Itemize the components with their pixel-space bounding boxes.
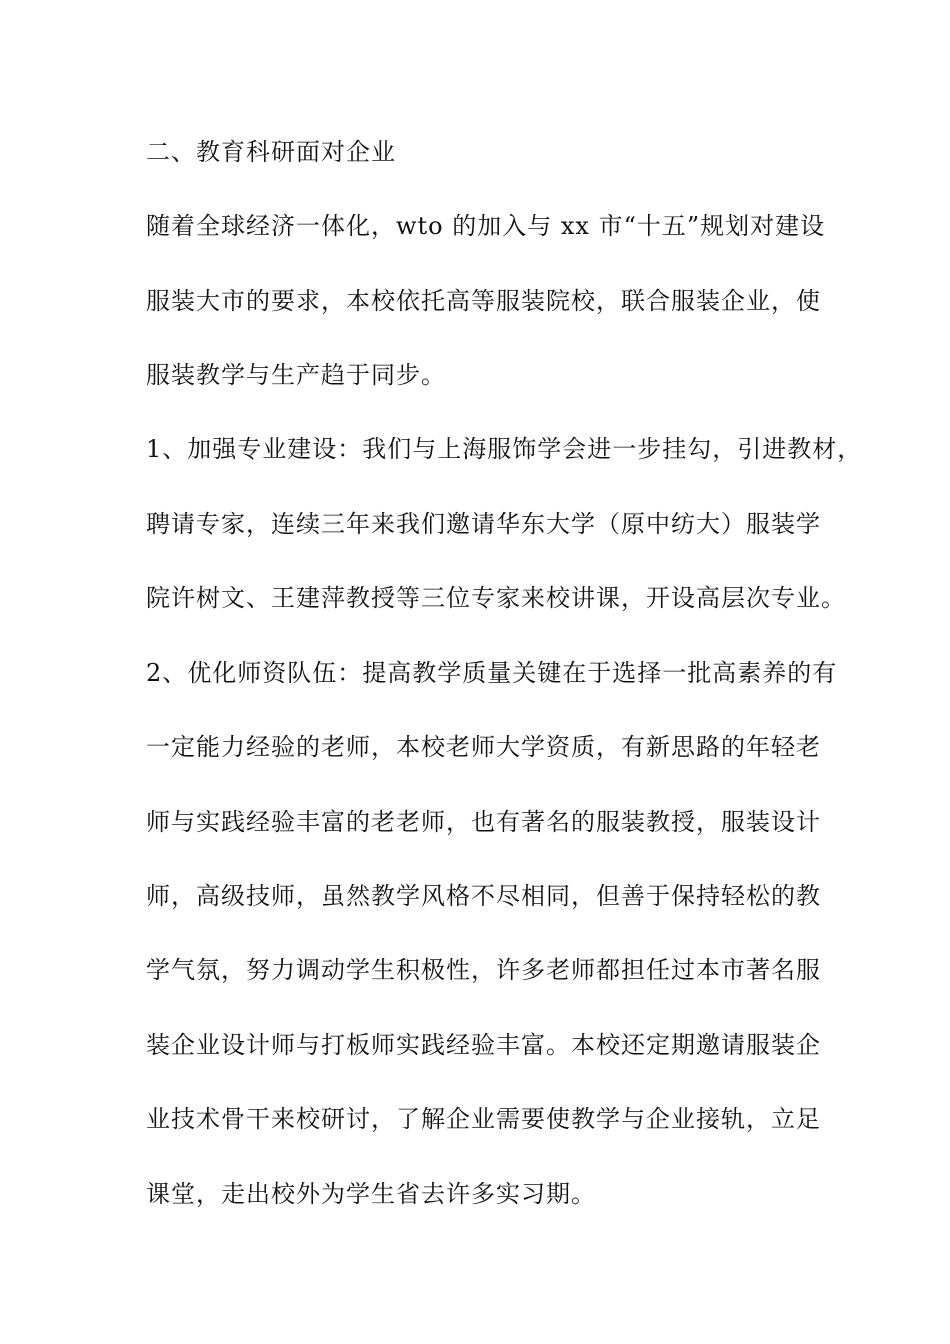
paragraph-line: 服装大市的要求，本校依托高等服装院校，联合服装企业，使 bbox=[146, 287, 821, 315]
paragraph-line: 随着全球经济一体化，wto 的加入与 xx 市“十五”规划对建设 bbox=[146, 212, 826, 240]
paragraph-line: 院许树文、王建萍教授等三位专家来校讲课，开设高层次专业。 bbox=[146, 584, 846, 612]
paragraph-line: 学气氛，努力调动学生积极性，许多老师都担任过本市著名服 bbox=[146, 956, 821, 984]
paragraph-line: 课堂，走出校外为学生省去许多实习期。 bbox=[146, 1180, 596, 1208]
paragraph-line: 师，高级技师，虽然教学风格不尽相同，但善于保持轻松的教 bbox=[146, 882, 821, 910]
paragraph-line: 一定能力经验的老师，本校老师大学资质，有新思路的年轻老 bbox=[146, 733, 821, 761]
section-heading: 二、教育科研面对企业 bbox=[146, 138, 396, 166]
paragraph-line: 2、优化师资队伍：提高教学质量关键在于选择一批高素养的有 bbox=[146, 659, 838, 687]
paragraph-line: 服装教学与生产趋于同步。 bbox=[146, 361, 446, 389]
paragraph-line: 装企业设计师与打板师实践经验丰富。本校还定期邀请服装企 bbox=[146, 1031, 821, 1059]
paragraph-line: 1、加强专业建设：我们与上海服饰学会进一步挂勾，引进教材， bbox=[146, 435, 863, 463]
paragraph-line: 聘请专家，连续三年来我们邀请华东大学（原中纺大）服装学 bbox=[146, 510, 821, 538]
paragraph-line: 师与实践经验丰富的老老师，也有著名的服装教授，服装设计 bbox=[146, 808, 821, 836]
paragraph-line: 业技术骨干来校研讨，了解企业需要使教学与企业接轨，立足 bbox=[146, 1105, 821, 1133]
